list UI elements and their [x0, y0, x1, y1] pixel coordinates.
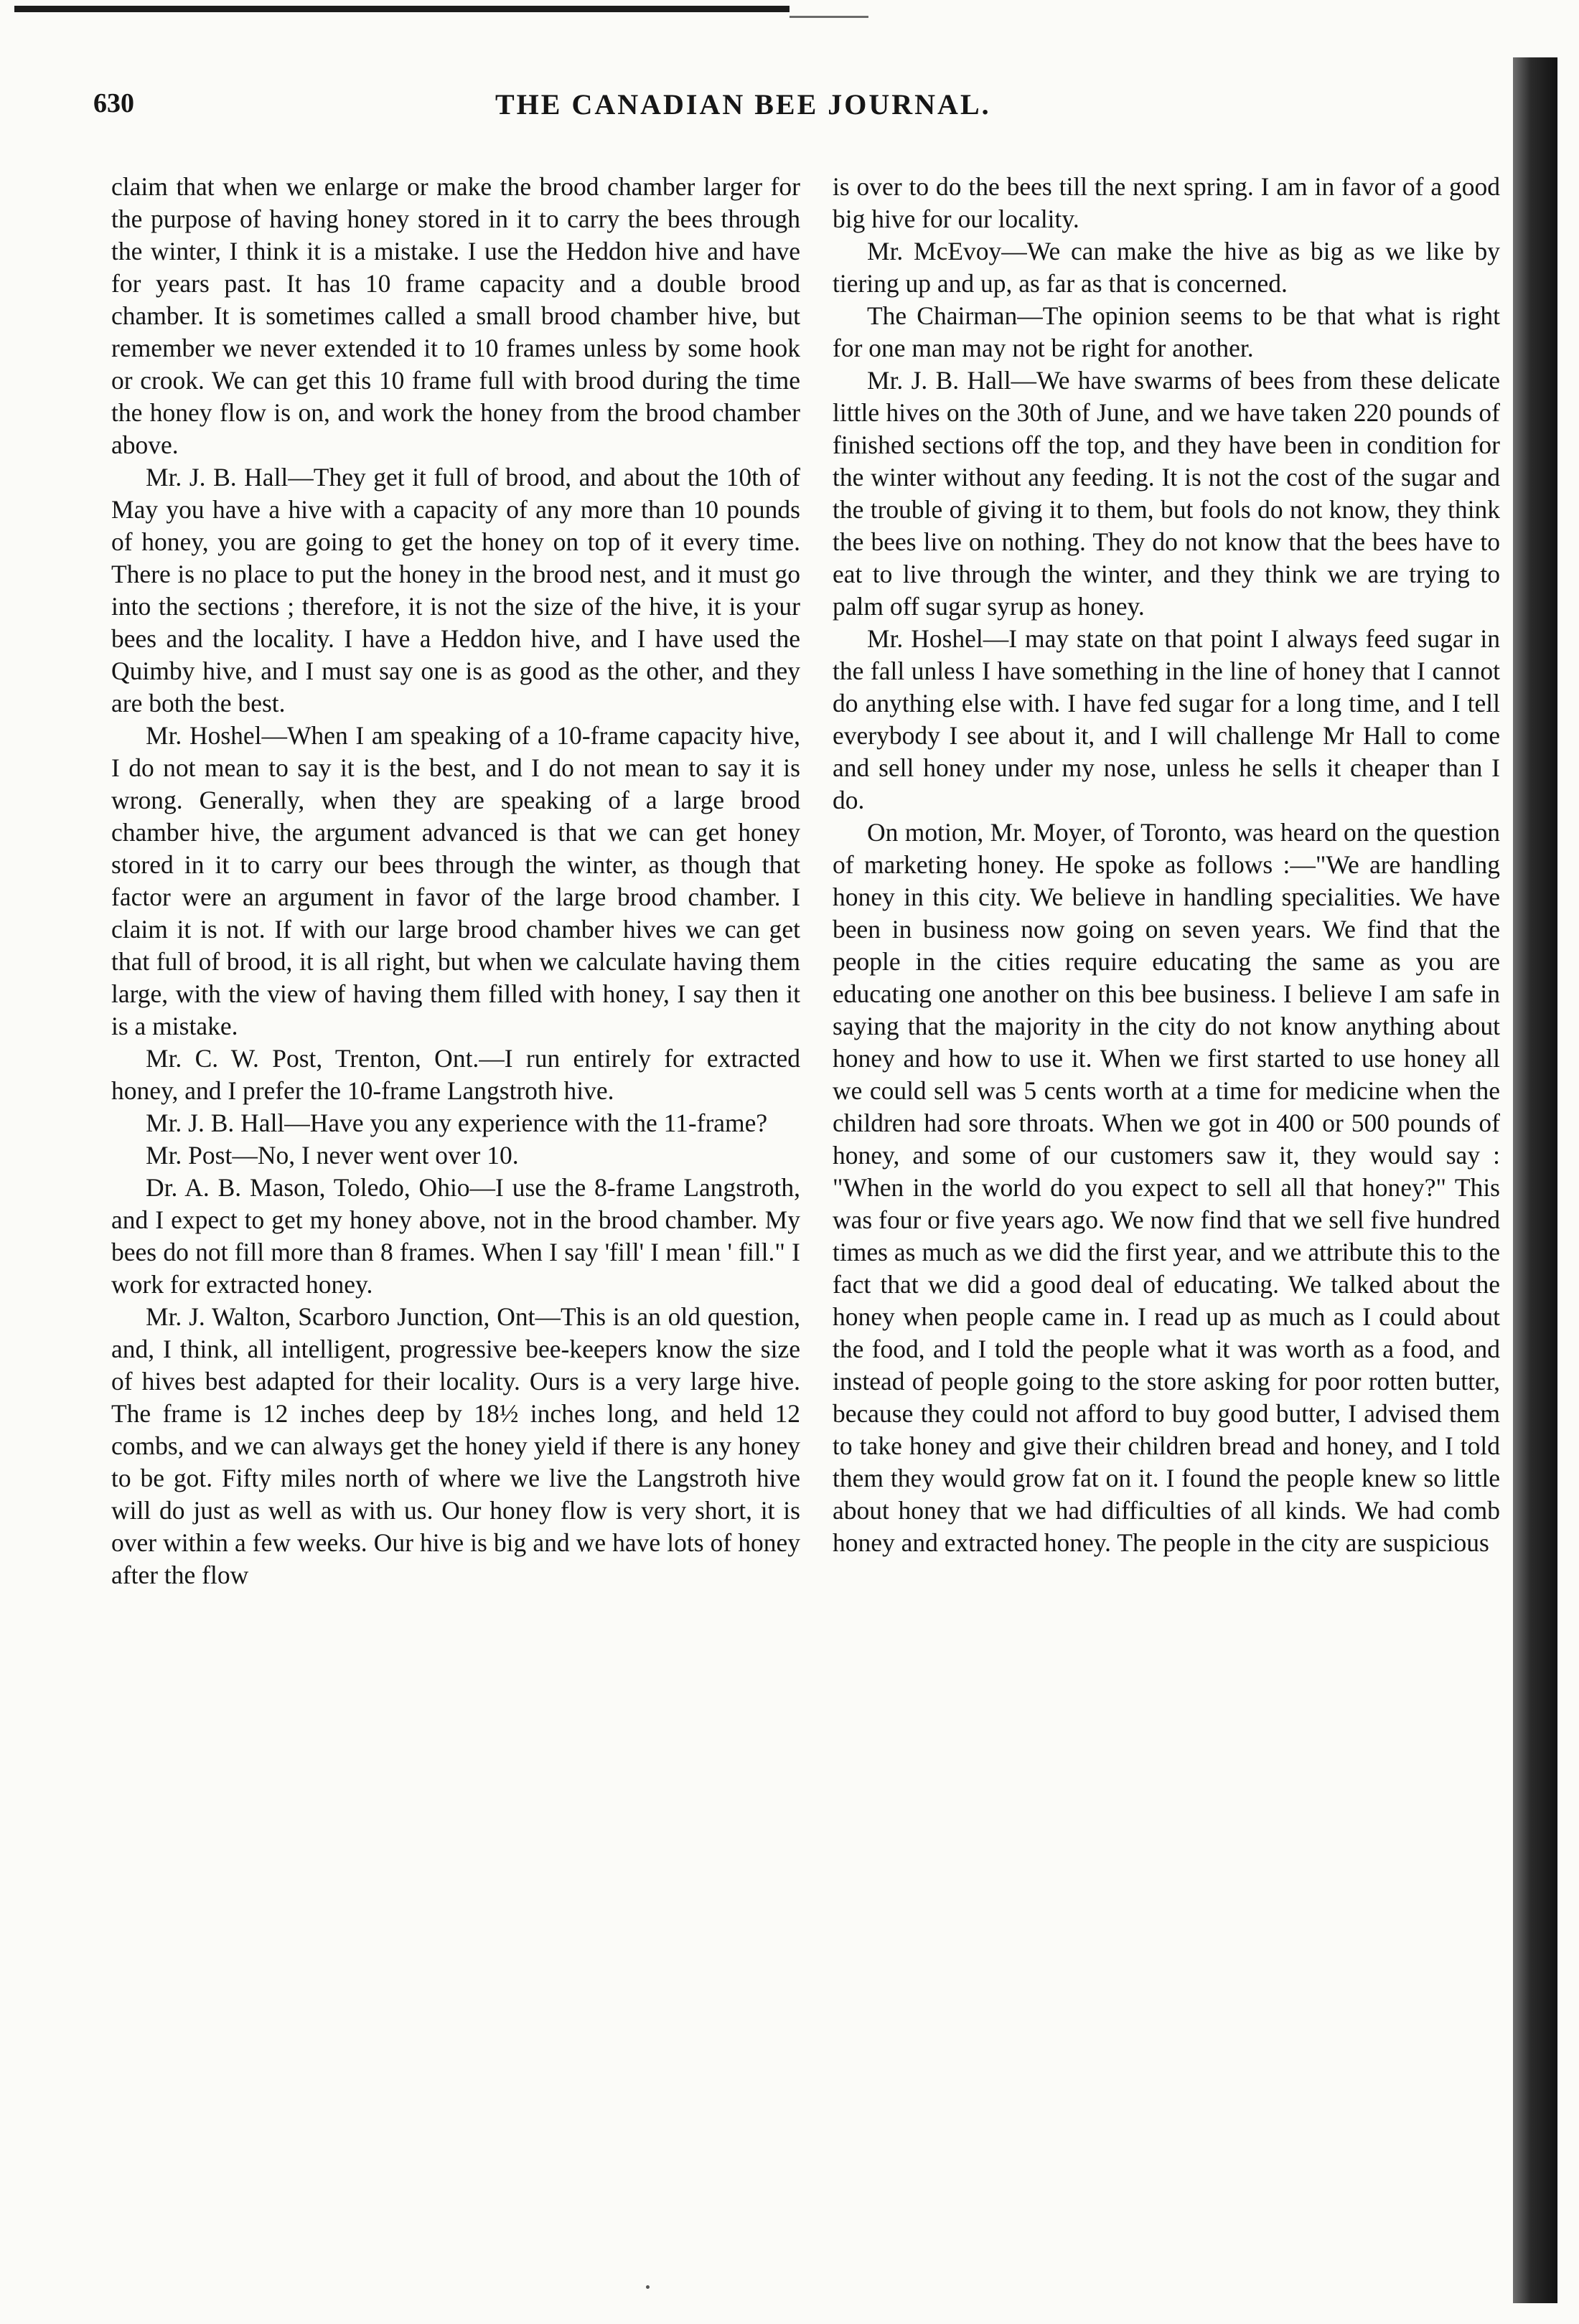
paragraph: Mr. J. Walton, Scarboro Junction, Ont—This is an old question, and, I think, all intelligent, progressive bee-keepers know the size of hives best adapted for their locality. Ours is a very large hive. The frame is 12 inches deep by 18½ inches long, and held 12 combs, and we can always get the honey yield if there is any honey to be got. Fifty miles north of where we live the Langstroth hive will do just as well as with us. Our honey flow is very short, it is over within a few weeks. Our hive is big and we have lots of honey after the flow [111, 1302, 800, 1589]
paragraph: On motion, Mr. Moyer, of Toronto, was heard on the question of marketing honey. He spoke as follows :—"We are handling honey in this city. We believe in handling specialities. We have been in business now going on seven years. We find that the people in the cities require educating the same as you are educating one another on this bee business. I believe I am safe in saying that the majority in the city do not know anything about honey and how to use it. When we first started to use honey all we could sell was 5 cents worth at a time for medicine when the children had sore throats. When we got in 400 or 500 pounds of honey, and some of our customers saw it, they would say : "When in the world do you expect to sell all that honey?" This was four or five years ago. We now find that we sell five hundred times as much as we did the first year, and we attribute this to the fact that we did a good deal of educating. We talked about the honey when people came in. I read up as much as I could about the food, and I told the people what it was worth as a food, and instead of people going to the store asking for poor rotten butter, because they could not afford to buy good butter, I advised them to take honey and give their children bread and honey, and I told them they would grow fat on it. I found the people knew so little about honey that we had difficulties of all kinds. We had comb honey and extracted honey. The people in the city are suspicious [833, 818, 1500, 1557]
running-head [93, 88, 1522, 131]
paragraph: Mr. Post—No, I never went over 10. [146, 1141, 519, 1170]
top-rule-tail [790, 16, 868, 18]
paragraph: Dr. A. B. Mason, Toledo, Ohio—I use the 8-frame Langstroth, and I expect to get my honey above, not in the brood chamber. My bees do not fill more than 8 frames. When I say 'fill' I mean ' fill." I work for extracted honey. [111, 1173, 800, 1299]
paragraph: is over to do the bees till the next spring. I am in favor of a good big hive for our locality. [833, 172, 1500, 233]
top-rule [14, 6, 790, 12]
paragraph: Mr. C. W. Post, Trenton, Ont.—I run entirely for extracted honey, and I prefer the 10-frame Langstroth hive. [111, 1044, 800, 1105]
ink-speck [646, 2285, 650, 2289]
paragraph: Mr. J. B. Hall—They get it full of brood, and about the 10th of May you have a hive with a capacity of any more than 10 pounds of honey, you are going to get the honey on top of it every time. There is no place to put the honey in the brood nest, and it must go into the sections ; therefore, it is not the size of the hive, it is your bees and the locality. I have a Heddon hive, and I have used the Quimby hive, and I must say one is as good as the other, and they are both the best. [111, 463, 800, 718]
paragraph: Mr. Hoshel—When I am speaking of a 10-frame capacity hive, I do not mean to say it is the best, and I do not mean to say it is wrong. Generally, when they are speaking of a large brood chamber hive, the argument advanced is that we can get honey stored in it to carry our bees through the winter, as though that factor were an argument in favor of the large brood chamber. I claim it is not. If with our large brood chamber hives we can get that full of brood, it is all right, but when we calculate having them large, with the view of having them filled with honey, I say then it is a mistake. [111, 721, 800, 1040]
paragraph: Mr. Hoshel—I may state on that point I always feed sugar in the fall unless I have something in the line of honey that I cannot do anything else with. I have fed sugar for a long time, and I tell everybody I see about it, and I will challenge Mr Hall to come and sell honey under my nose, unless he sells it cheaper than I do. [833, 624, 1500, 814]
paragraph: Mr. J. B. Hall—We have swarms of bees from these delicate little hives on the 30th of June, and we have taken 220 pounds of finished sections off the top, and they have been in condition for the winter without any feeding. It is not the cost of the sugar and the trouble of giving it to them, but fools do not know, they think the bees live on nothing. They do not know that the bees have to eat to live through the winter, and they think we are trying to palm off sugar syrup as honey. [833, 366, 1500, 621]
page-number: 630 [93, 88, 134, 118]
scanned-page-edge [1513, 57, 1557, 2303]
paragraph: Mr. McEvoy—We can make the hive as big as we like by tiering up and up, as far as that is concerned. [833, 237, 1500, 298]
paragraph: Mr. J. B. Hall—Have you any experience with the 11-frame? [146, 1109, 768, 1137]
paragraph: The Chairman—The opinion seems to be that what is right for one man may not be right for another. [833, 301, 1500, 362]
paragraph: claim that when we enlarge or make the brood chamber larger for the purpose of having honey stored in it to carry the bees through the winter, I think it is a mistake. I use the Heddon hive and have for years past. It has 10 frame capacity and a double brood chamber. It is sometimes called a small brood chamber hive, but remember we never extended it to 10 frames unless by some hook or crook. We can get this 10 frame full with brood during the time the honey flow is on, and work the honey from the brood chamber above. [111, 172, 800, 459]
journal-title: THE CANADIAN BEE JOURNAL. [495, 88, 991, 121]
left-column [111, 171, 800, 1591]
right-column [833, 171, 1500, 1559]
